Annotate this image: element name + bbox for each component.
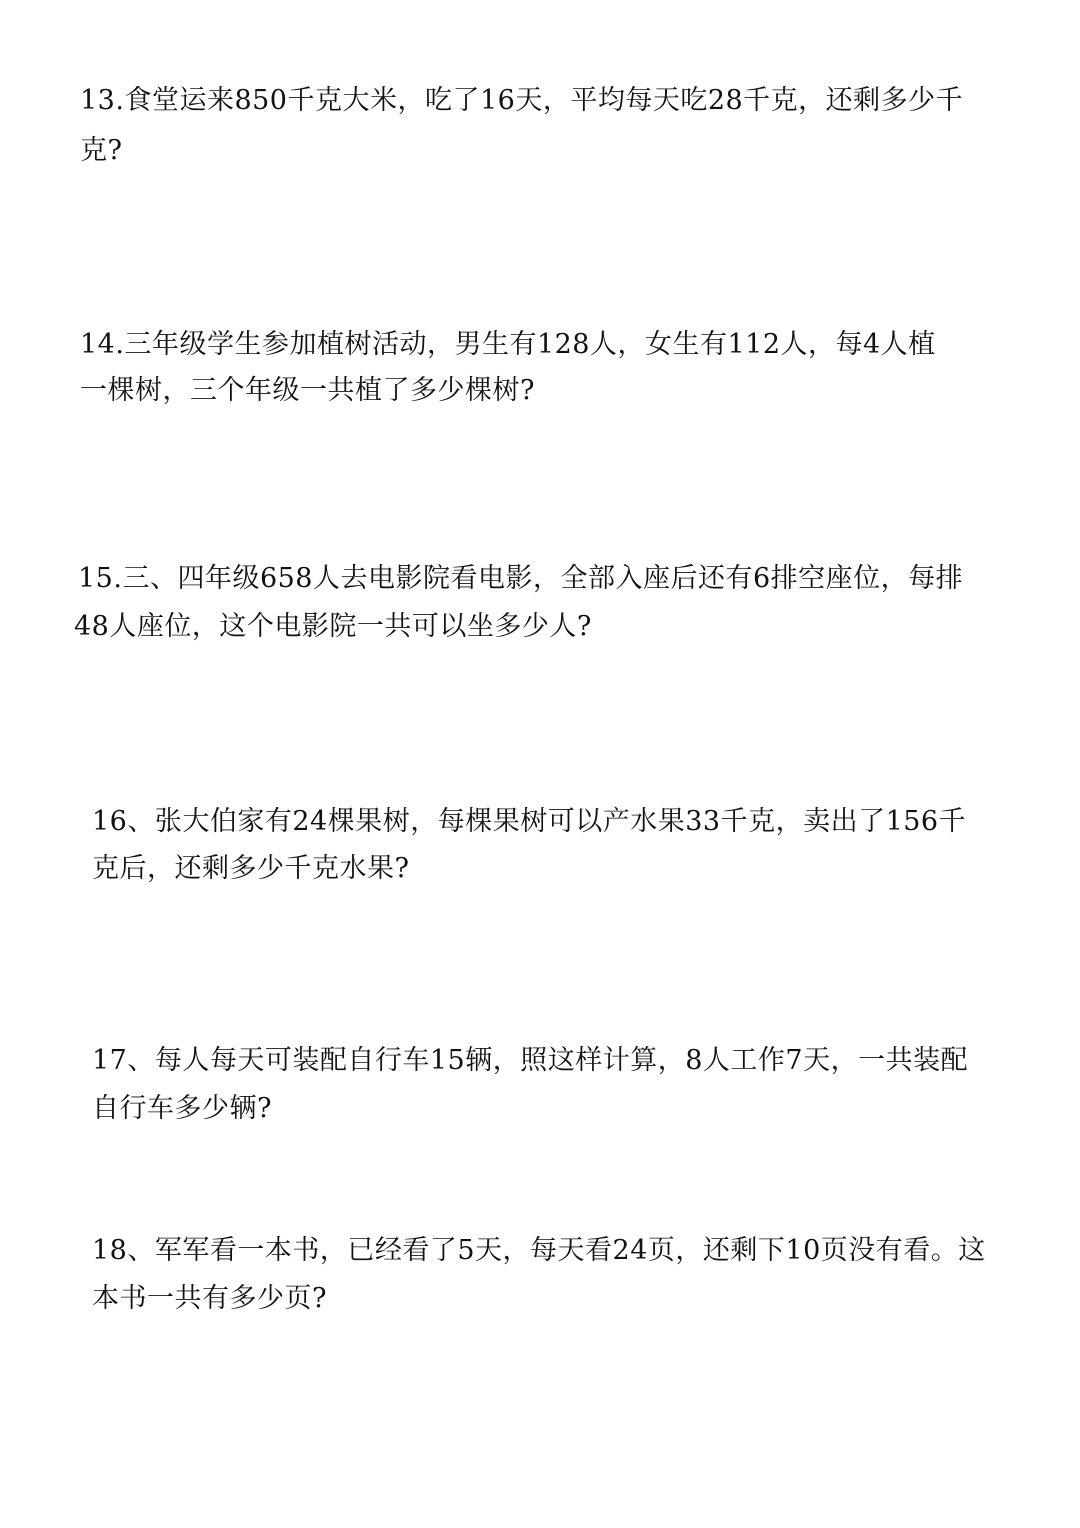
problem-18-line-1: 18、军军看一本书，已经看了5天，每天看24页，还剩下10页没有看。这	[92, 1235, 986, 1266]
problem-13-line-1: 13.食堂运来850千克大米，吃了16天，平均每天吃28千克，还剩多少千	[80, 85, 964, 116]
problem-14-line-1: 14.三年级学生参加植树活动，男生有128人，女生有112人，每4人植	[80, 329, 936, 360]
problem-16-line-2: 克后，还剩多少千克水果?	[92, 853, 410, 884]
problem-13-line-2: 克?	[80, 135, 123, 166]
problem-17-line-1: 17、每人每天可装配自行车15辆，照这样计算，8人工作7天，一共装配	[92, 1045, 969, 1076]
problem-18-line-2: 本书一共有多少页?	[92, 1283, 327, 1314]
problem-14-line-2: 一棵树，三个年级一共植了多少棵树?	[80, 375, 535, 406]
problem-15-line-1: 15.三、四年级658人去电影院看电影，全部入座后还有6排空座位，每排	[78, 563, 964, 594]
problem-16-line-1: 16、张大伯家有24棵果树，每棵果树可以产水果33千克，卖出了156千	[92, 806, 967, 837]
problem-15-line-2: 48人座位，这个电影院一共可以坐多少人?	[74, 611, 592, 642]
problem-17-line-2: 自行车多少辆?	[92, 1093, 272, 1124]
